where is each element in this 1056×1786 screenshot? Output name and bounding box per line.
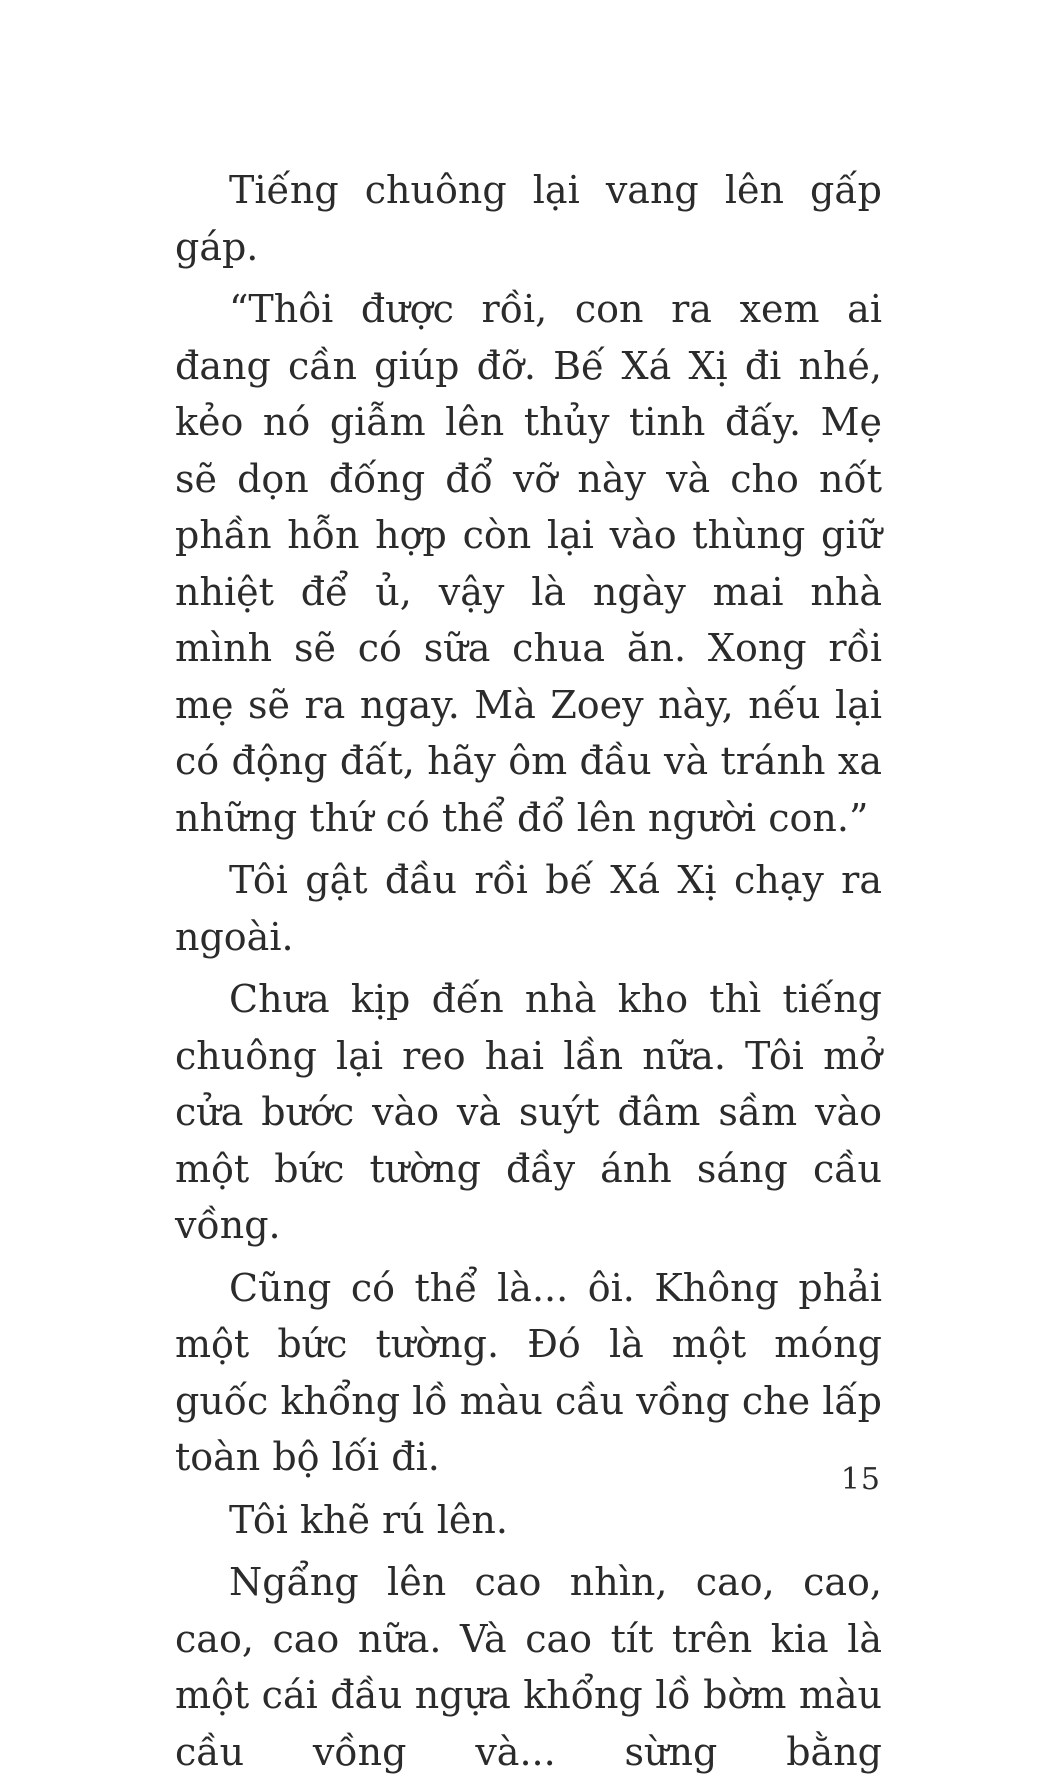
page-number: 15 bbox=[840, 1462, 881, 1497]
paragraph-squeal: Tôi khẽ rú lên. bbox=[229, 1497, 508, 1542]
paragraph-hoof: Cũng có thể là... ôi. Không phải một bức tường. Đó là một móng guốc khổng lồ màu cầu vồng che lấp toàn bộ lối đi. bbox=[175, 1265, 882, 1479]
paragraph-barn: Chưa kịp đến nhà kho thì tiếng chuông lại reo hai lần nữa. Tôi mở cửa bước vào và suýt đâm sầm vào một bức tường đầy ánh sáng cầu vồng. bbox=[175, 977, 882, 1247]
paragraph-nod: Tôi gật đầu rồi bế Xá Xị chạy ra ngoài. bbox=[175, 858, 882, 959]
paragraph-mother-speech: “Thôi được rồi, con ra xem ai đang cần giúp đỡ. Bế Xá Xị đi nhé, kẻo nó giẫm lên thủy tinh đấy. Mẹ sẽ dọn đống đổ vỡ này và cho nốt phần hỗn hợp còn lại vào thùng giữ nhiệt để ủ, vậy là ngày mai nhà mình sẽ có sữa chua ăn. Xong rồi mẹ sẽ ra ngay. Mà Zoey này, nếu lại có động đất, hãy ôm đầu và tránh xa những thứ có thể đổ lên người con.” bbox=[175, 287, 882, 840]
page-body bbox=[175, 162, 882, 1786]
paragraph-look-up: Ngẩng lên cao nhìn, cao, cao, cao, cao nữa. Và cao tít trên kia là một cái đầu ngựa khổng lồ bờm màu cầu vồng và... sừng bằng bbox=[175, 1560, 882, 1774]
paragraph-bell-rings: Tiếng chuông lại vang lên gấp gáp. bbox=[175, 168, 882, 269]
